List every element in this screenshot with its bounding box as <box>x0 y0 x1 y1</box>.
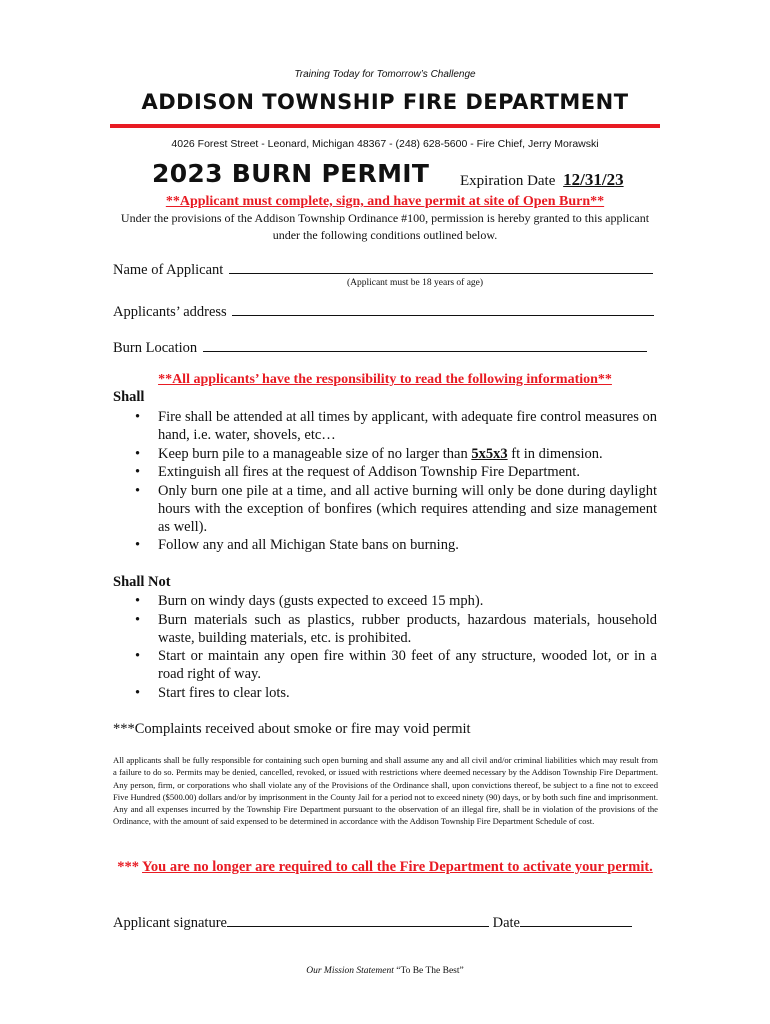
signature-line[interactable] <box>227 912 489 927</box>
date-label: Date <box>492 915 520 931</box>
bullet-icon: • <box>135 482 141 499</box>
expiration-date: 12/31/23 <box>563 170 624 189</box>
age-note: (Applicant must be 18 years of age) <box>346 278 484 288</box>
bullet-icon: • <box>135 684 141 701</box>
applicant-address-field[interactable] <box>113 301 654 321</box>
burn-location-field[interactable] <box>113 337 647 357</box>
shall-list <box>135 408 657 555</box>
burn-location-label: Burn Location <box>113 340 198 356</box>
department-address: 4026 Forest Street - Leonard, Michigan 48367 - (248) 628-5600 - Fire Chief, Jerry Morawski <box>171 138 599 150</box>
applicant-address-label: Applicants’ address <box>113 304 227 320</box>
signature-label: Applicant signature <box>113 915 227 931</box>
liability-fine-print: All applicants shall be fully responsible for containing such open burning and shall assume any and all civil and/or criminal liabilities which may result from a failure to do so. Permits may be denied, cancelled, revoked, or issued with restrictions where deemed necessary by the Addison Township Fire Department. Any person, firm, or corporations who shall violate any of the Provisions of the Ordinance shall, upon convictions thereof, be subject to a fine not to exceed Five Hundred ($500.00) dollars and/or by imprisonment in the County Jail for a period not to exceed ninety (90) days, or by both such fine and imprisonment. Any and all expenses incurred by the Township Fire Department pursuant to the observation of an illegal fire, shall be in violation of the provisions of the Ordinance, with the amount of said expensed to be determined in accordance with the Addison Township Fire Department Schedule of cost. <box>113 755 658 827</box>
bullet-icon: • <box>135 611 141 628</box>
read-notice: **All applicants’ have the responsibility to read the following information** <box>158 372 612 387</box>
bullet-icon: • <box>135 537 141 553</box>
call-notice-prefix: *** <box>117 859 139 875</box>
mission-quote: “To Be The Best” <box>396 966 464 976</box>
burn-location-line[interactable] <box>203 337 647 352</box>
department-title: ADDISON TOWNSHIP FIRE DEPARTMENT <box>141 90 629 114</box>
list-item: • Extinguish all fires at the request of Addison Township Fire Department. <box>135 464 580 480</box>
applicant-name-line[interactable] <box>229 259 653 274</box>
list-item: • Burn materials such as plastics, rubber products, hazardous materials, household waste, building materials, etc. is prohibited. <box>135 611 657 646</box>
bullet-icon: • <box>135 409 141 425</box>
date-line[interactable] <box>520 912 632 927</box>
header-divider <box>110 124 660 128</box>
list-item: • Follow any and all Michigan State bans on burning. <box>135 537 459 553</box>
pile-size: 5x5x3 <box>471 445 508 462</box>
list-item: • Fire shall be attended at all times by applicant, with adequate fire control measures on hand, i.e. water, shovels, etc… <box>135 409 657 443</box>
applicant-address-line[interactable] <box>232 301 654 316</box>
expiration <box>460 170 624 190</box>
bullet-icon: • <box>135 464 141 480</box>
shall-heading: Shall <box>113 389 145 405</box>
list-item: • Keep burn pile to a manageable size of no larger than 5x5x3 ft in dimension. <box>135 445 603 462</box>
signature-row[interactable] <box>113 912 632 932</box>
shall-not-list <box>135 592 657 702</box>
applicant-name-field[interactable] <box>113 259 653 279</box>
bullet-icon: • <box>135 593 141 609</box>
list-item: • Start fires to clear lots. <box>135 684 290 701</box>
mission-label: Our Mission Statement <box>306 966 394 976</box>
permit-title: 2023 BURN PERMIT <box>152 159 430 188</box>
list-item: • Start or maintain any open fire within 30 feet of any structure, wooded lot, or in a road right of way. <box>135 648 657 682</box>
list-item: • Burn on windy days (gusts expected to exceed 15 mph). <box>135 593 484 609</box>
complaints-note: ***Complaints received about smoke or fire may void permit <box>113 721 471 737</box>
expiration-label: Expiration Date <box>460 173 556 189</box>
site-notice: **Applicant must complete, sign, and have permit at site of Open Burn** <box>165 194 605 209</box>
call-notice <box>110 858 660 876</box>
mission-statement <box>0 966 770 976</box>
shall-not-heading: Shall Not <box>113 574 171 590</box>
bullet-icon: • <box>135 648 141 664</box>
bullet-icon: • <box>135 445 141 462</box>
intro-text: Under the provisions of the Addison Township Ordinance #100, permission is hereby granted to this applicant under the following conditions outlined below. <box>120 211 650 242</box>
tagline: Training Today for Tomorrow’s Challenge <box>294 69 476 80</box>
applicant-name-label: Name of Applicant <box>113 262 224 278</box>
list-item: • Only burn one pile at a time, and all active burning will only be done during daylight hours with the exception of bonfires (which requires attending and size management as well). <box>135 482 657 535</box>
call-notice-text: You are no longer are required to call the Fire Department to activate your permit. <box>142 859 653 875</box>
